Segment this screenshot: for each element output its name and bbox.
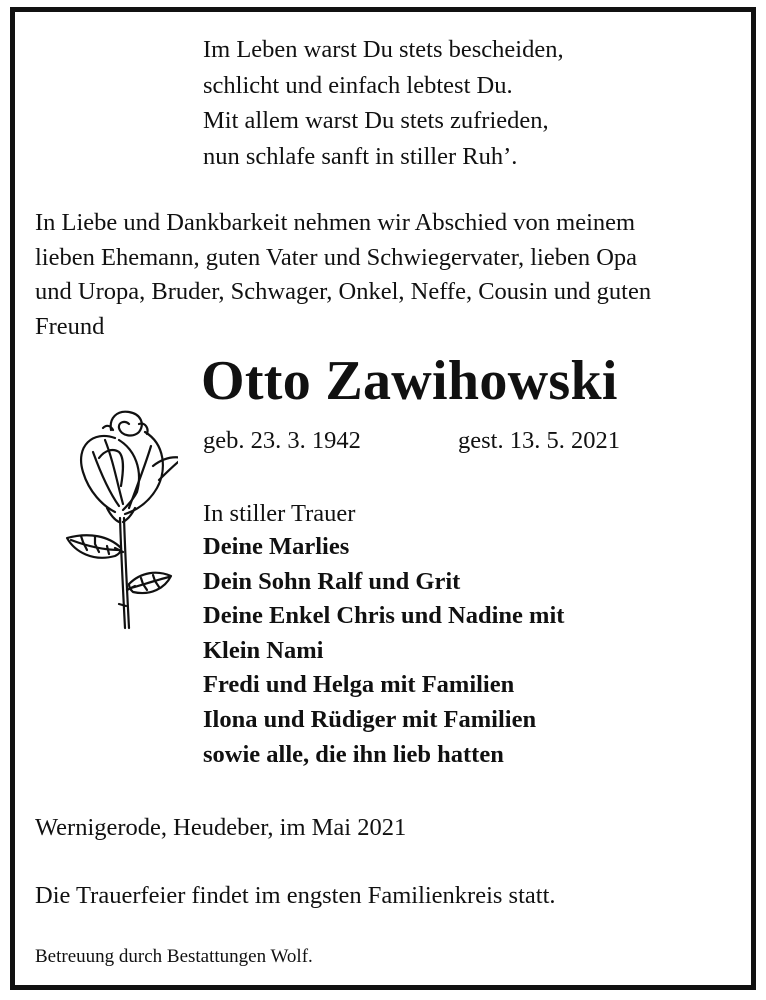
deceased-name: Otto Zawihowski: [201, 350, 618, 412]
family-line: Fredi und Helga mit Familien: [203, 671, 515, 699]
family-line: Dein Sohn Ralf und Grit: [203, 567, 461, 595]
intro-line: In Liebe und Dankbarkeit nehmen wir Abschied von meinem: [35, 209, 636, 236]
family-line: Deine Enkel Chris und Nadine mit: [203, 602, 565, 630]
poem-line: nun schlafe sanft in stiller Ruh’.: [203, 142, 518, 170]
intro-line: und Uropa, Bruder, Schwager, Onkel, Neffe, Cousin und guten: [35, 278, 652, 305]
death-date: gest. 13. 5. 2021: [458, 427, 620, 454]
place-date: Wernigerode, Heudeber, im Mai 2021: [35, 814, 407, 841]
family-line: Klein Nami: [203, 636, 324, 664]
intro-line: Freund: [35, 312, 105, 340]
poem-line: schlicht und einfach lebtest Du.: [203, 71, 513, 99]
obituary-notice: [10, 7, 756, 990]
poem-line: Mit allem warst Du stets zufrieden,: [203, 107, 549, 134]
poem-line: Im Leben warst Du stets bescheiden,: [203, 36, 564, 63]
family-line: Deine Marlies: [203, 533, 350, 560]
birth-date: geb. 23. 3. 1942: [203, 427, 361, 454]
family-line: sowie alle, die ihn lieb hatten: [203, 740, 504, 768]
intro-line: lieben Ehemann, guten Vater und Schwiegervater, lieben Opa: [35, 243, 638, 271]
rose-icon: [53, 400, 178, 635]
funeral-note: Die Trauerfeier findet im engsten Familienkreis statt.: [35, 882, 556, 909]
intro-text: [35, 206, 735, 344]
family-line: Ilona und Rüdiger mit Familien: [203, 705, 537, 733]
poem: [203, 32, 564, 174]
care-note: Betreuung durch Bestattungen Wolf.: [35, 946, 313, 967]
family-list: [203, 530, 564, 772]
mourning-intro: In stiller Trauer: [203, 500, 356, 527]
